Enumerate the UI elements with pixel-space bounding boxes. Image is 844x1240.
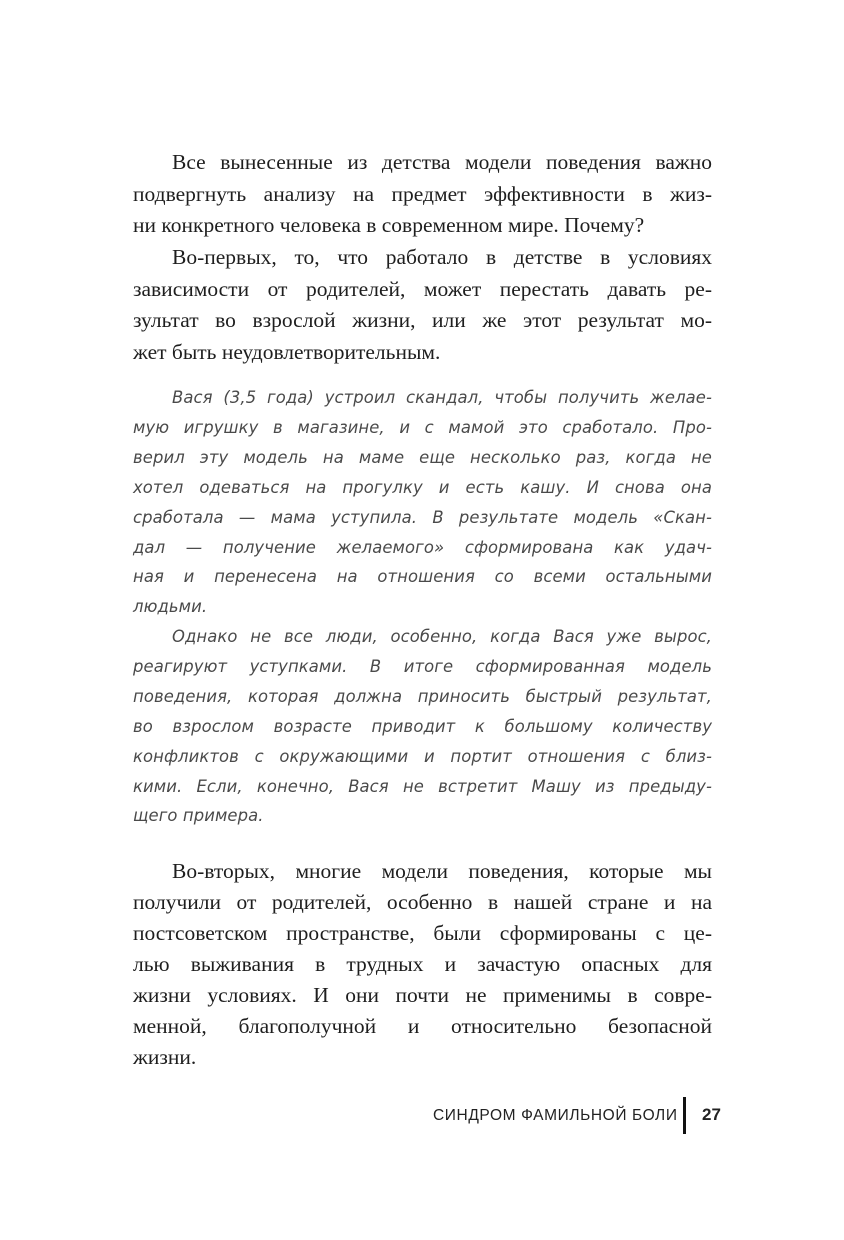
text-line: зультат во взрослой жизни, или же этот результат мо- xyxy=(133,308,712,332)
page-number: 27 xyxy=(702,1105,721,1124)
text-line: поведения, которая должна приносить быстрый результат, xyxy=(133,686,712,706)
text-line: Во-первых, то, что работало в детстве в условиях xyxy=(172,245,712,269)
footer-divider xyxy=(683,1097,686,1134)
text-line: жет быть неудовлетворительным. xyxy=(133,339,441,364)
text-line: менной, благополучной и относительно безопасной xyxy=(133,1014,712,1038)
text-line: получили от родителей, особенно в нашей стране и на xyxy=(133,890,712,914)
running-footer-title: СИНДРОМ ФАМИЛЬНОЙ БОЛИ xyxy=(433,1107,678,1124)
text-line: мую игрушку в магазине, и с мамой это сработало. Про- xyxy=(133,417,712,437)
text-line: реагируют уступками. В итоге сформированная модель xyxy=(133,656,712,676)
text-line: людьми. xyxy=(133,597,208,617)
text-line: лью выживания в трудных и зачастую опасных для xyxy=(133,952,712,976)
text-line: подвергнуть анализу на предмет эффективности в жиз- xyxy=(133,181,712,206)
text-line: конфликтов с окружающими и портит отношения с близ- xyxy=(133,746,712,766)
text-line: жизни. xyxy=(133,1045,197,1069)
text-line: верил эту модель на маме еще несколько раз, когда не xyxy=(133,447,712,467)
text-line: постсоветском пространстве, были сформированы с це- xyxy=(133,921,712,945)
text-line: Вася (3,5 года) устроил скандал, чтобы получить желае- xyxy=(172,388,712,407)
text-line: ная и перенесена на отношения со всеми остальными xyxy=(133,567,712,587)
text-line: Однако не все люди, особенно, когда Вася уже вырос, xyxy=(172,627,712,646)
text-line: ни конкретного человека в современном мире. Почему? xyxy=(133,213,645,237)
text-line: щего примера. xyxy=(133,806,264,826)
text-line: Во-вторых, многие модели поведения, которые мы xyxy=(172,859,712,883)
text-line: жизни условиях. И они почти не применимы в совре- xyxy=(133,983,712,1007)
text-line: зависимости от родителей, может перестать давать ре- xyxy=(133,276,712,301)
text-line: Все вынесенные из детства модели поведения важно xyxy=(172,150,712,174)
text-line: во взрослом возрасте приводит к большому количеству xyxy=(133,716,712,736)
text-line: кими. Если, конечно, Вася не встретит Машу из предыду- xyxy=(133,776,712,796)
text-line: хотел одеваться на прогулку и есть кашу. И снова она xyxy=(133,477,712,497)
text-line: дал — получение желаемого» сформирована как удач- xyxy=(133,537,712,557)
text-line: сработала — мама уступила. В результате модель «Скан- xyxy=(133,507,712,527)
